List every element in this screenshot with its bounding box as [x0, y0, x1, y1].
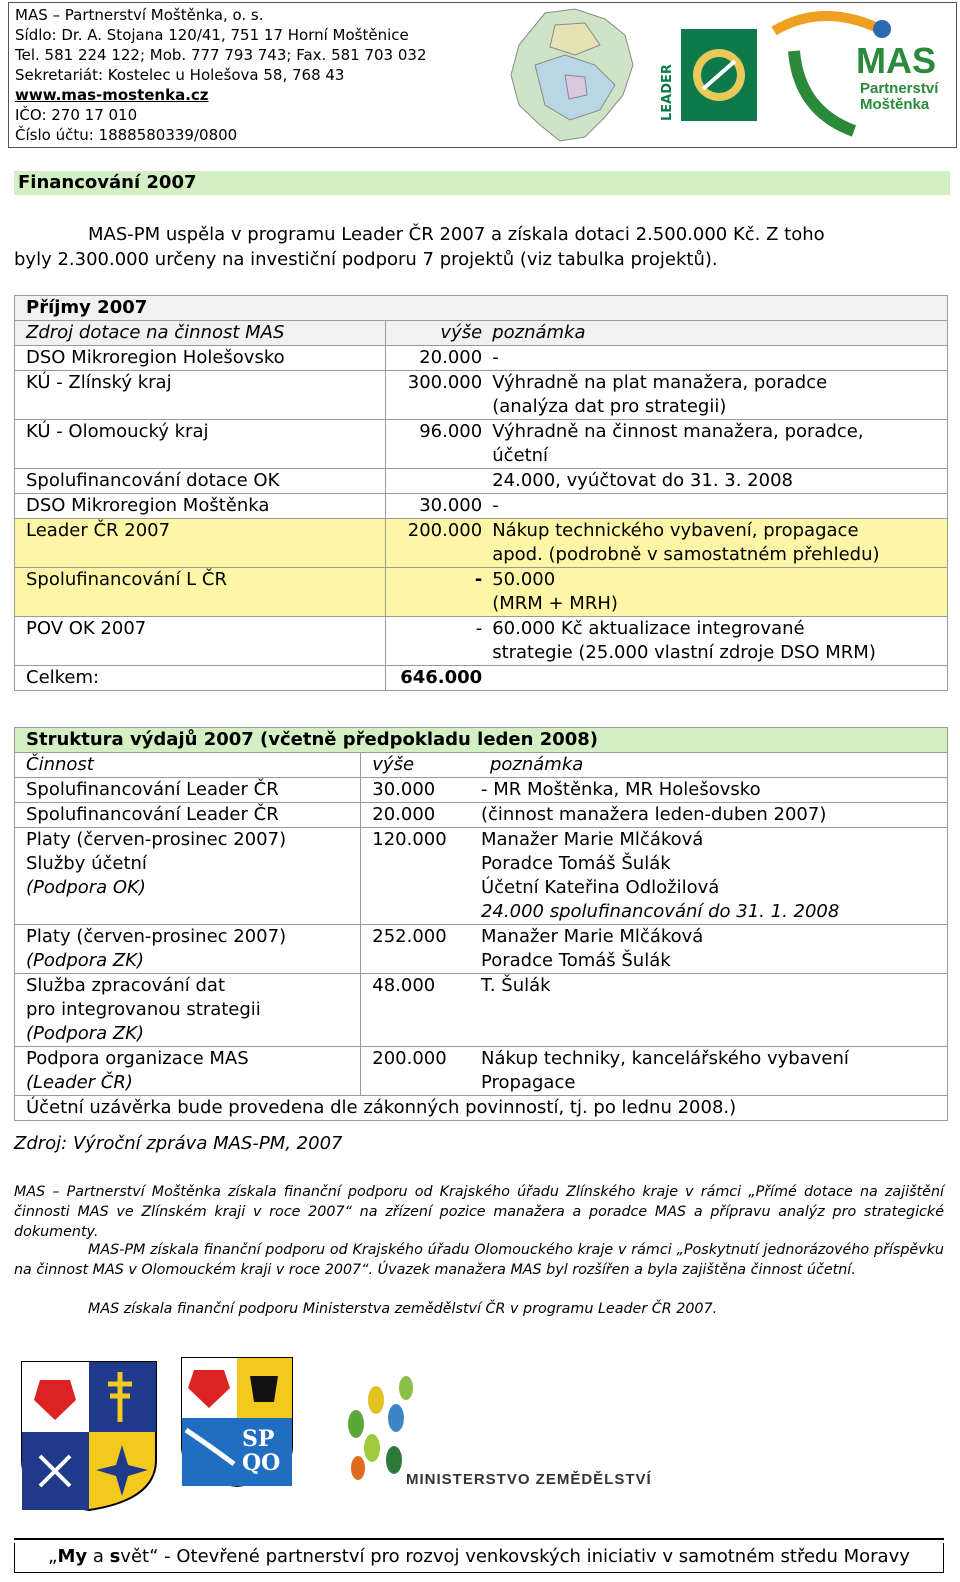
note-line: Výhradně na činnost manažera, poradce,	[492, 421, 864, 442]
letterhead	[8, 2, 957, 148]
footer-s: s	[109, 1546, 121, 1567]
footer-quote: „	[48, 1546, 58, 1567]
note-line: účetní	[492, 445, 549, 466]
cell-activity: Spolufinancování Leader ČR	[15, 778, 361, 803]
cell-note	[477, 828, 948, 925]
table-row-footnote	[15, 1096, 948, 1121]
cell-note: - MR Moštěnka, MR Holešovsko	[477, 778, 948, 803]
cell-source: KÚ - Olomoucký kraj	[15, 420, 386, 469]
income-title: Příjmy 2007	[15, 296, 948, 321]
cell-note	[492, 666, 947, 691]
activity-line: Podpora organizace MAS	[26, 1048, 249, 1069]
cell-amount: 200.000	[361, 1047, 477, 1096]
note-line: Manažer Marie Mlčáková	[480, 926, 704, 947]
leader-logo	[659, 25, 759, 125]
cell-note	[492, 617, 947, 666]
cell-amount: 20.000	[361, 803, 477, 828]
cell-note: 24.000, vyúčtovat do 31. 3. 2008	[492, 469, 947, 494]
cell-amount: 96.000	[386, 420, 492, 469]
ministry-of-agriculture-logo	[336, 1364, 676, 1494]
table-row	[15, 828, 948, 925]
cell-amount: 300.000	[386, 371, 492, 420]
org-ico: IČO: 270 17 010	[15, 106, 138, 124]
cell-source: DSO Mikroregion Holešovsko	[15, 346, 386, 371]
cell-source: Spolufinancování L ČR	[15, 568, 386, 617]
note-line: apod. (podrobně v samostatném přehledu)	[492, 544, 880, 565]
activity-line: Platy (červen-prosinec 2007)	[26, 926, 287, 947]
cell-activity	[15, 925, 361, 974]
activity-line: (Podpora ZK)	[26, 1023, 145, 1044]
note-line: strategie (25.000 vlastní zdroje DSO MRM)	[492, 642, 876, 663]
activity-line: (Leader ČR)	[26, 1072, 133, 1093]
cell-note: (činnost manažera leden-duben 2007)	[477, 803, 948, 828]
cell-source: Leader ČR 2007	[15, 519, 386, 568]
activity-line: Platy (červen-prosinec 2007)	[26, 829, 287, 850]
cell-note: T. Šulák	[477, 974, 948, 1047]
activity-line: pro integrovanou strategii	[26, 999, 261, 1020]
org-secretariat: Sekretariát: Kostelec u Holešova 58, 768 43	[15, 66, 345, 84]
col-header-amount: výše	[361, 753, 477, 778]
note-line: Poradce Tomáš Šulák	[480, 853, 671, 874]
footer-a: a	[87, 1546, 110, 1567]
table-row	[15, 519, 948, 568]
intro-line-1: MAS-PM uspěla v programu Leader ČR 2007 a získala dotaci 2.500.000 Kč. Z toho	[88, 224, 825, 245]
paragraph-olomouc-text: MAS-PM získala finanční podporu od Krajského úřadu Olomouckého kraje v rámci „Poskytnutí jednorázového příspěvku na činnost MAS v Olomouckém kraji v roce 2007“. Úvazek manažera MAS byl rozšířen a byla zajištěna činnost účetní.	[14, 1242, 944, 1278]
income-title-row	[15, 296, 948, 321]
income-header-row	[15, 321, 948, 346]
note-line: Výhradně na plat manažera, poradce	[492, 372, 828, 393]
paragraph-zlin: MAS – Partnerství Moštěnka získala finanční podporu od Krajského úřadu Zlínského kraje v rámci „Přímé dotace na zajištění činnosti MAS ve Zlínském kraji v roce 2007“ na zřízení pozice manažera a poradce MAS a přípravu analýz pro strategické dokumenty.	[14, 1184, 944, 1240]
org-address: Sídlo: Dr. A. Stojana 120/41, 751 17 Horní Moštěnice	[15, 26, 409, 44]
mas-logo-sub2: Moštěnka	[860, 96, 930, 113]
activity-line: (Podpora ZK)	[26, 950, 145, 971]
table-row	[15, 1047, 948, 1096]
org-account: Číslo účtu: 1888580339/0800	[15, 126, 238, 144]
activity-line: Služby účetní	[26, 853, 147, 874]
note-line: Nákup technického vybavení, propagace	[492, 520, 859, 541]
org-website-link[interactable]: www.mas-mostenka.cz	[15, 86, 209, 104]
note-line: 24.000 spolufinancování do 31. 1. 2008	[480, 901, 840, 922]
col-header-note: poznámka	[492, 321, 947, 346]
cell-source: KÚ - Zlínský kraj	[15, 371, 386, 420]
activity-line: (Podpora OK)	[26, 877, 146, 898]
cell-note: -	[492, 346, 947, 371]
cell-source: Spolufinancování dotace OK	[15, 469, 386, 494]
source-citation: Zdroj: Výroční zpráva MAS-PM, 2007	[14, 1133, 343, 1154]
footer-slogan	[14, 1543, 944, 1573]
note-line: (MRM + MRH)	[492, 593, 618, 614]
col-header-activity: Činnost	[15, 753, 361, 778]
paragraph-ministry-text: MAS získala finanční podporu Ministerstva zemědělství ČR v programu Leader ČR 2007.	[88, 1301, 718, 1317]
mas-logo	[764, 11, 954, 141]
cell-source: Celkem:	[15, 666, 386, 691]
cell-amount: 48.000	[361, 974, 477, 1047]
note-line: 60.000 Kč aktualizace integrované	[492, 618, 805, 639]
expenses-header-row	[15, 753, 948, 778]
cell-activity	[15, 974, 361, 1047]
cell-amount: 646.000	[386, 666, 492, 691]
expenses-title: Struktura výdajů 2007 (včetně předpokladu leden 2008)	[15, 728, 948, 753]
cell-note	[492, 568, 947, 617]
table-row	[15, 568, 948, 617]
cell-amount: -	[386, 568, 492, 617]
col-header-amount: výše	[386, 321, 492, 346]
note-line: Propagace	[480, 1072, 576, 1093]
table-row	[15, 420, 948, 469]
cell-note	[477, 925, 948, 974]
cell-activity	[15, 828, 361, 925]
cell-note	[492, 420, 947, 469]
cell-amount: 20.000	[386, 346, 492, 371]
leader-logo-text: LEADER	[660, 64, 675, 121]
table-row	[15, 494, 948, 519]
table-row	[15, 803, 948, 828]
cell-note	[477, 1047, 948, 1096]
paragraph-ministry	[14, 1299, 944, 1319]
cell-amount: -	[386, 617, 492, 666]
table-row	[15, 617, 948, 666]
note-line: Účetní Kateřina Odložilová	[480, 877, 720, 898]
cell-amount: 200.000	[386, 519, 492, 568]
cell-source: POV OK 2007	[15, 617, 386, 666]
cell-amount: 30.000	[386, 494, 492, 519]
activity-line: Služba zpracování dat	[26, 975, 226, 996]
footer-divider	[14, 1538, 944, 1540]
cell-note: -	[492, 494, 947, 519]
footer-rest: vět“ - Otevřené partnerství pro rozvoj venkovských iniciativ v samotném středu Moravy	[120, 1546, 910, 1567]
table-row	[15, 925, 948, 974]
col-header-source: Zdroj dotace na činnost MAS	[15, 321, 386, 346]
footer-my: My	[57, 1546, 88, 1567]
table-row-total	[15, 666, 948, 691]
mas-logo-big: MAS	[856, 40, 936, 81]
cell-activity: Spolufinancování Leader ČR	[15, 803, 361, 828]
cell-note	[492, 519, 947, 568]
intro-text	[14, 222, 944, 272]
table-row	[15, 974, 948, 1047]
region-map-image	[505, 5, 639, 145]
spqo-text-2: QO	[242, 1450, 281, 1476]
cell-source: DSO Mikroregion Moštěnka	[15, 494, 386, 519]
cell-amount: 120.000	[361, 828, 477, 925]
section-heading: Financování 2007	[14, 171, 950, 195]
paragraph-olomouc	[14, 1240, 944, 1280]
zlin-region-coat-of-arms	[20, 1360, 158, 1512]
ministry-logo-text: MINISTERSTVO ZEMĚDĚLSTVÍ	[406, 1471, 652, 1488]
table-row	[15, 778, 948, 803]
expenses-table	[14, 727, 948, 1121]
note-line: 50.000	[492, 569, 556, 590]
org-phone: Tel. 581 224 122; Mob. 777 793 743; Fax. 581 703 032	[15, 46, 427, 64]
olomouc-region-coat-of-arms	[180, 1356, 294, 1488]
table-row	[15, 371, 948, 420]
spqo-text-1: SP	[242, 1426, 275, 1452]
table-row	[15, 469, 948, 494]
cell-note	[492, 371, 947, 420]
cell-activity	[15, 1047, 361, 1096]
note-line: Poradce Tomáš Šulák	[480, 950, 671, 971]
intro-line-2: byly 2.300.000 určeny na investiční podporu 7 projektů (viz tabulka projektů).	[14, 249, 718, 270]
cell-amount: 30.000	[361, 778, 477, 803]
cell-amount: 252.000	[361, 925, 477, 974]
table-row	[15, 346, 948, 371]
note-line: (analýza dat pro strategii)	[492, 396, 727, 417]
note-line: Manažer Marie Mlčáková	[480, 829, 704, 850]
col-header-note: poznámka	[477, 753, 948, 778]
expenses-footnote: Účetní uzávěrka bude provedena dle zákonných povinností, tj. po lednu 2008.)	[15, 1096, 948, 1121]
expenses-title-row	[15, 728, 948, 753]
cell-amount	[386, 469, 492, 494]
org-name: MAS – Partnerství Moštěnka, o. s.	[15, 6, 264, 24]
income-table	[14, 295, 948, 691]
note-line: Nákup techniky, kancelářského vybavení	[480, 1048, 849, 1069]
mas-logo-sub1: Partnerství	[860, 80, 939, 97]
